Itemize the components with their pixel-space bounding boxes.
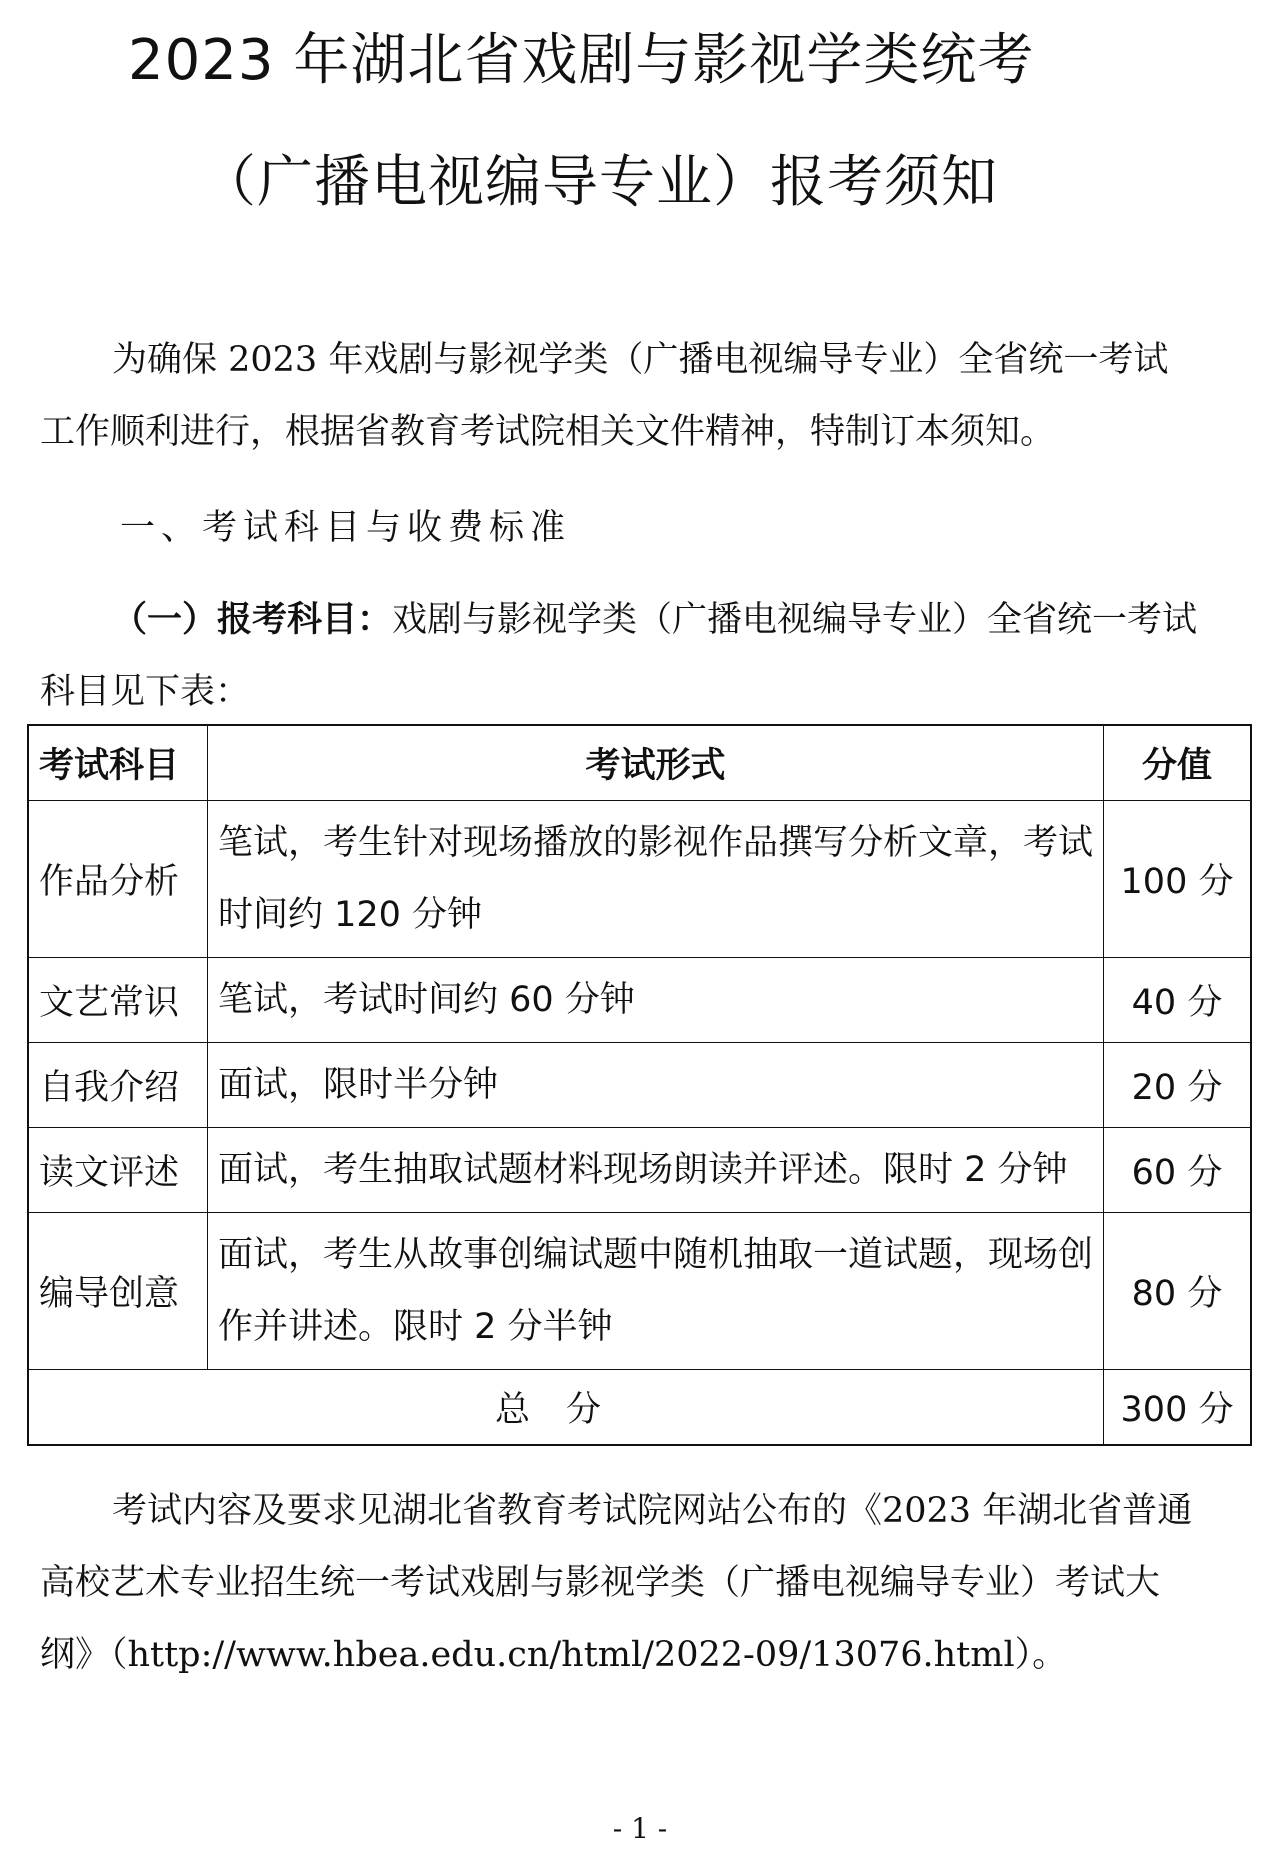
header-score: 分值 — [1104, 725, 1252, 801]
document-title-line-1: 2023 年湖北省戏剧与影视学类统考 — [128, 28, 1035, 93]
row-subject: 编导创意 — [28, 1213, 208, 1370]
table-total-row — [28, 1370, 1251, 1446]
row-form: 笔试，考试时间约 60 分钟 — [208, 958, 1104, 1043]
row-score: 60 分 — [1104, 1128, 1252, 1213]
subsection-text: 戏剧与影视学类（广播电视编导专业）全省统一考试科目见下表： — [40, 600, 1198, 712]
outro-paragraph: 考试内容及要求见湖北省教育考试院网站公布的《2023 年湖北省普通高校艺术专业招生统一考试戏剧与影视学类（广播电视编导专业）考试大纲》（http://www.hbea.edu.cn/html/2022-09/13076.html）。 — [40, 1491, 1193, 1675]
exam-subjects-table — [27, 724, 1252, 1446]
total-label: 总分 — [28, 1370, 1104, 1446]
row-subject: 文艺常识 — [28, 958, 208, 1043]
page-number: - 1 - — [612, 1812, 668, 1845]
table-row — [28, 801, 1251, 958]
row-score: 20 分 — [1104, 1043, 1252, 1128]
section-heading: 一、考试科目与收费标准 — [120, 508, 572, 548]
table-header-row — [28, 725, 1251, 801]
row-score: 100 分 — [1104, 801, 1252, 958]
row-subject: 读文评述 — [28, 1128, 208, 1213]
row-form: 面试，限时半分钟 — [208, 1043, 1104, 1128]
row-score: 40 分 — [1104, 958, 1252, 1043]
row-subject: 作品分析 — [28, 801, 208, 958]
row-score: 80 分 — [1104, 1213, 1252, 1370]
row-form: 笔试，考生针对现场播放的影视作品撰写分析文章，考试时间约 120 分钟 — [208, 801, 1104, 958]
subsection-label: （一）报考科目： — [112, 600, 393, 640]
table-row — [28, 1043, 1251, 1128]
header-subject: 考试科目 — [28, 725, 208, 801]
row-form: 面试，考生从故事创编试题中随机抽取一道试题，现场创作并讲述。限时 2 分半钟 — [208, 1213, 1104, 1370]
header-form: 考试形式 — [208, 725, 1104, 801]
intro-paragraph: 为确保 2023 年戏剧与影视学类（广播电视编导专业）全省统一考试工作顺利进行，根据省教育考试院相关文件精神，特制订本须知。 — [40, 340, 1169, 452]
table-row — [28, 958, 1251, 1043]
row-form: 面试，考生抽取试题材料现场朗读并评述。限时 2 分钟 — [208, 1128, 1104, 1213]
subsection-paragraph — [40, 584, 1200, 728]
document-title-line-2: （广播电视编导专业）报考须知 — [200, 150, 998, 215]
table-row — [28, 1128, 1251, 1213]
row-subject: 自我介绍 — [28, 1043, 208, 1128]
total-score: 300 分 — [1104, 1370, 1252, 1446]
table-row — [28, 1213, 1251, 1370]
